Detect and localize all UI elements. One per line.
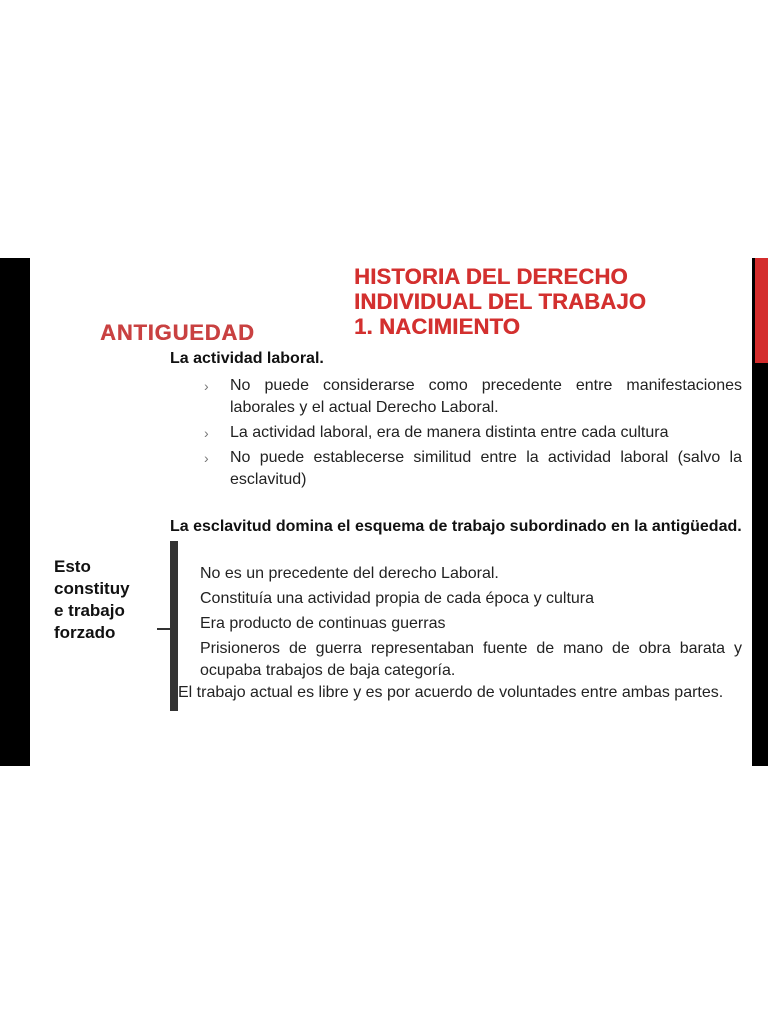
block2-bullet-list [200,563,742,685]
bullet-text: No es un precedente del derecho Laboral. [200,565,499,582]
list-item [200,588,742,610]
chevron-right-icon: › [204,450,209,466]
side-note-line-2: constituy [54,579,130,598]
side-note-line-3: e trabajo [54,601,125,620]
chevron-right-icon: › [204,378,209,394]
section-heading: ANTIGUEDAD [100,320,255,345]
list-item [200,563,742,585]
bullet-text: Era producto de continuas guerras [200,615,446,632]
list-item [200,613,742,635]
bracket-tick [157,628,173,630]
slide-title [354,264,646,339]
slide [30,258,752,766]
bullet-text: Constituía una actividad propia de cada época y cultura [200,590,595,607]
chevron-right-icon: › [204,425,209,441]
title-line-2: INDIVIDUAL DEL TRABAJO [354,289,647,314]
title-line-1: HISTORIA DEL DERECHO [354,264,628,289]
list-item [204,422,742,444]
side-note [54,556,130,644]
accent-bar [755,258,768,363]
side-note-line-4: forzado [54,623,116,642]
bullet-text: La actividad laboral, era de manera distinta entre cada cultura [230,424,669,441]
side-note-line-1: Esto [54,557,91,576]
list-item [204,447,742,491]
list-item [200,638,742,682]
title-line-3: 1. NACIMIENTO [354,314,520,339]
slide-frame [0,258,768,766]
block1-bullet-list [204,375,742,494]
bracket-line [170,541,178,711]
closing-text: El trabajo actual es libre y es por acuerdo de voluntades entre ambas partes. [178,684,724,701]
list-item [204,375,742,419]
block1-heading: La actividad laboral. [170,350,324,367]
bullet-text: No puede establecerse similitud entre la actividad laboral (salvo la esclavitud) [230,449,742,488]
bullet-text: Prisioneros de guerra representaban fuente de mano de obra barata y ocupaba trabajos de baja categoría. [200,640,742,679]
block2-heading: La esclavitud domina el esquema de trabajo subordinado en la antigüedad. [170,518,742,535]
bullet-text: No puede considerarse como precedente entre manifestaciones laborales y el actual Derecho Laboral. [230,377,742,416]
